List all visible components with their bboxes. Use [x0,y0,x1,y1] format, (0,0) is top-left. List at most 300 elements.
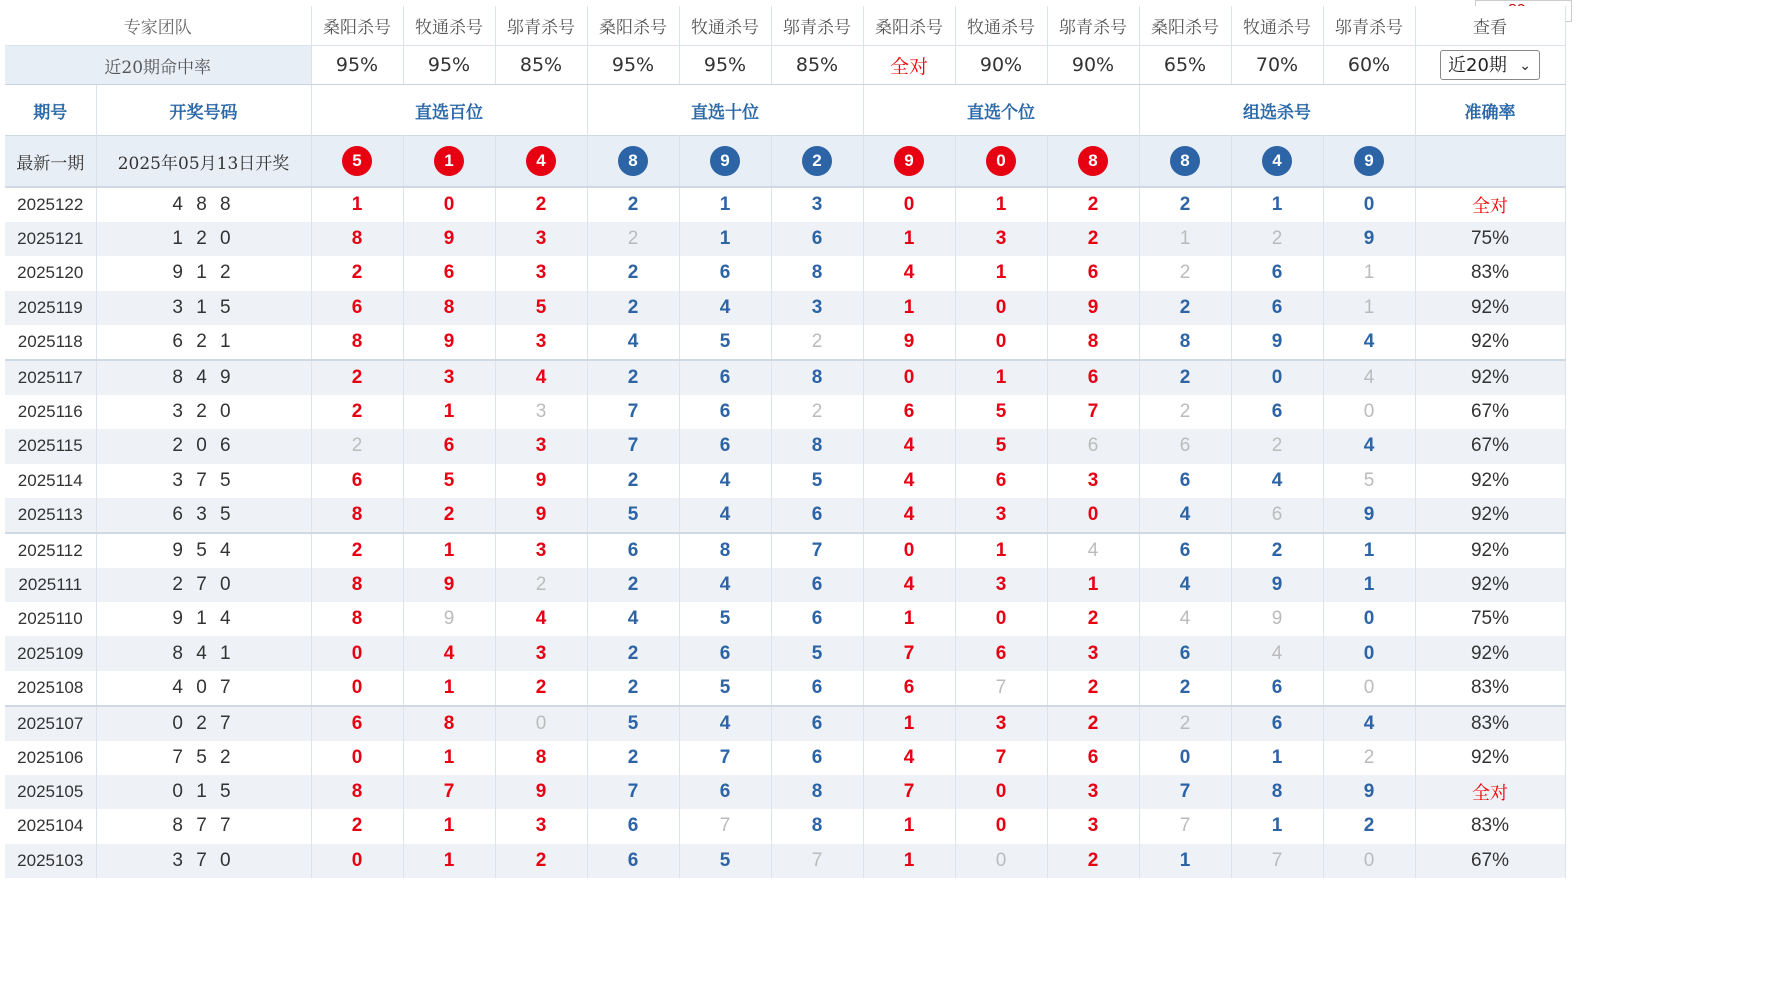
kill-number: 2 [587,741,679,775]
kill-number: 6 [311,706,403,741]
table-row [5,636,1565,670]
kill-number: 2 [1139,395,1231,429]
kill-number: 2 [587,187,679,222]
latest-issue-row [5,136,1565,188]
kill-number: 2 [771,395,863,429]
hit-rate: 全对 [863,46,955,85]
kill-number: 2 [495,671,587,706]
kill-number: 6 [679,360,771,395]
kill-number: 8 [771,809,863,843]
expert-name: 邬青杀号 [495,6,587,46]
kill-number: 2 [587,568,679,602]
table-row [5,187,1565,222]
expert-name: 邬青杀号 [1047,6,1139,46]
kill-number: 1 [403,844,495,878]
number-ball: 9 [1354,146,1384,176]
open-number: 1 2 0 [96,222,311,256]
accuracy-value: 67% [1415,429,1565,463]
kill-number: 0 [955,602,1047,636]
kill-number: 4 [863,568,955,602]
hit-rate: 95% [403,46,495,85]
accuracy-value: 全对 [1415,775,1565,809]
kill-number: 4 [1323,706,1415,741]
table-row [5,395,1565,429]
kill-number: 1 [311,187,403,222]
kill-number: 0 [1323,187,1415,222]
open-number: 9 1 2 [96,256,311,290]
kill-number: 0 [955,809,1047,843]
kill-number: 2 [1047,844,1139,878]
hit-rate: 85% [771,46,863,85]
number-ball: 0 [986,146,1016,176]
kill-number: 9 [495,498,587,533]
kill-number: 9 [403,602,495,636]
kill-number: 6 [771,602,863,636]
kill-number: 7 [1139,775,1231,809]
kill-number: 4 [679,498,771,533]
kill-number: 1 [955,256,1047,290]
number-ball: 4 [1262,146,1292,176]
kill-number: 6 [1231,706,1323,741]
table-row [5,533,1565,568]
kill-number: 1 [403,741,495,775]
kill-number: 2 [403,498,495,533]
kill-number-table-container [5,6,1566,878]
kill-number: 6 [403,256,495,290]
kill-number: 7 [771,844,863,878]
kill-number: 6 [1231,498,1323,533]
open-number: 8 4 9 [96,360,311,395]
period-select[interactable]: 近20期 ⌄ [1440,50,1540,80]
kill-number: 1 [679,222,771,256]
latest-label: 最新一期 [5,136,96,188]
open-number: 3 2 0 [96,395,311,429]
group-header-tens: 直选十位 [587,85,863,136]
kill-number: 5 [495,291,587,325]
expert-name: 桑阳杀号 [587,6,679,46]
open-number: 0 2 7 [96,706,311,741]
expert-name: 邬青杀号 [771,6,863,46]
expert-header-row [5,6,1565,46]
kill-number: 2 [1139,360,1231,395]
period-select-cell [1415,46,1565,85]
kill-number: 6 [679,775,771,809]
kill-number: 0 [1323,671,1415,706]
kill-number: 9 [1231,325,1323,360]
kill-number: 5 [587,706,679,741]
kill-number: 2 [587,222,679,256]
kill-number: 1 [863,706,955,741]
kill-number: 3 [1047,464,1139,498]
kill-number: 5 [679,602,771,636]
kill-number: 6 [1047,360,1139,395]
kill-number: 8 [403,706,495,741]
kill-number: 1 [863,809,955,843]
kill-number: 2 [587,636,679,670]
hit-rate: 95% [587,46,679,85]
kill-number: 4 [1323,325,1415,360]
kill-number: 0 [1323,844,1415,878]
kill-number: 5 [955,429,1047,463]
kill-number: 2 [495,568,587,602]
kill-number: 4 [1139,498,1231,533]
table-row [5,775,1565,809]
kill-number: 2 [1047,706,1139,741]
kill-number: 1 [1047,568,1139,602]
kill-number: 6 [771,741,863,775]
kill-number: 1 [1323,568,1415,602]
kill-number: 2 [587,671,679,706]
accuracy-value: 83% [1415,809,1565,843]
kill-number: 2 [495,844,587,878]
kill-number: 2 [1047,671,1139,706]
kill-number: 8 [311,568,403,602]
kill-number: 0 [1139,741,1231,775]
open-number: 2 7 0 [96,568,311,602]
accuracy-value: 92% [1415,291,1565,325]
kill-number: 2 [495,187,587,222]
kill-number: 6 [1139,464,1231,498]
latest-ball-cell [1231,136,1323,188]
hit-rate: 70% [1231,46,1323,85]
issue-number: 2025103 [5,844,96,878]
kill-number: 5 [679,671,771,706]
kill-number: 6 [403,429,495,463]
kill-number: 1 [1139,844,1231,878]
group-header-hundreds: 直选百位 [311,85,587,136]
kill-number: 3 [955,706,1047,741]
kill-number: 2 [771,325,863,360]
kill-number: 6 [1139,636,1231,670]
open-number: 9 5 4 [96,533,311,568]
table-row [5,498,1565,533]
table-row [5,844,1565,878]
number-ball: 8 [618,146,648,176]
kill-number: 4 [1047,533,1139,568]
kill-number: 7 [955,671,1047,706]
issue-number: 2025122 [5,187,96,222]
kill-number: 8 [679,533,771,568]
kill-number: 3 [771,187,863,222]
kill-number: 4 [863,256,955,290]
kill-number: 9 [403,325,495,360]
kill-number: 8 [1231,775,1323,809]
kill-number: 7 [955,741,1047,775]
kill-number: 8 [311,498,403,533]
kill-number: 2 [1139,256,1231,290]
accuracy-value: 全对 [1415,187,1565,222]
kill-number: 9 [1323,498,1415,533]
kill-number: 5 [771,636,863,670]
kill-number: 8 [403,291,495,325]
kill-number: 6 [587,844,679,878]
expert-name: 桑阳杀号 [311,6,403,46]
number-ball: 9 [894,146,924,176]
expert-name: 桑阳杀号 [863,6,955,46]
kill-number: 1 [955,187,1047,222]
latest-ball-cell [955,136,1047,188]
kill-number: 1 [863,291,955,325]
latest-ball-cell [863,136,955,188]
issue-number: 2025117 [5,360,96,395]
accuracy-value: 92% [1415,464,1565,498]
kill-number: 7 [771,533,863,568]
open-number-column-header: 开奖号码 [96,85,311,136]
open-number: 8 4 1 [96,636,311,670]
kill-number: 7 [1139,809,1231,843]
kill-number: 3 [1047,809,1139,843]
kill-number: 6 [955,464,1047,498]
kill-number: 4 [587,602,679,636]
kill-number: 5 [403,464,495,498]
number-ball: 5 [342,146,372,176]
kill-number: 4 [679,291,771,325]
kill-number: 0 [311,844,403,878]
kill-number: 8 [311,602,403,636]
kill-number: 7 [863,775,955,809]
kill-number: 4 [1323,429,1415,463]
open-number: 3 7 0 [96,844,311,878]
kill-number: 6 [771,222,863,256]
open-number: 7 5 2 [96,741,311,775]
table-row [5,325,1565,360]
kill-number: 1 [1139,222,1231,256]
kill-number: 2 [311,809,403,843]
accuracy-value: 92% [1415,568,1565,602]
kill-number: 3 [955,568,1047,602]
kill-number: 7 [679,809,771,843]
kill-number: 2 [1231,429,1323,463]
issue-number: 2025118 [5,325,96,360]
number-ball: 4 [526,146,556,176]
table-row [5,360,1565,395]
hit-rate-row [5,46,1565,85]
latest-accuracy-cell [1415,136,1565,188]
kill-number: 2 [587,291,679,325]
kill-number: 6 [771,671,863,706]
kill-number: 6 [771,568,863,602]
kill-number: 0 [495,706,587,741]
open-number: 0 1 5 [96,775,311,809]
table-row [5,671,1565,706]
kill-number: 3 [495,222,587,256]
kill-number: 1 [1231,809,1323,843]
latest-ball-cell [771,136,863,188]
kill-number: 9 [403,568,495,602]
kill-number: 4 [1231,464,1323,498]
kill-number: 1 [955,360,1047,395]
kill-number: 4 [587,325,679,360]
table-row [5,602,1565,636]
kill-number: 6 [771,498,863,533]
hit-rate: 65% [1139,46,1231,85]
hit-rate: 90% [1047,46,1139,85]
kill-number: 6 [587,809,679,843]
kill-number: 2 [1139,706,1231,741]
latest-ball-cell [311,136,403,188]
kill-number: 7 [587,775,679,809]
hit-rate: 60% [1323,46,1415,85]
open-number: 6 2 1 [96,325,311,360]
team-label: 专家团队 [5,6,311,46]
kill-number: 0 [311,671,403,706]
kill-number: 4 [1139,602,1231,636]
kill-number: 7 [863,636,955,670]
kill-number: 6 [1139,533,1231,568]
accuracy-value: 83% [1415,706,1565,741]
kill-number: 4 [679,706,771,741]
kill-number: 4 [863,498,955,533]
kill-number: 6 [1231,395,1323,429]
latest-ball-cell [1047,136,1139,188]
number-ball: 9 [710,146,740,176]
kill-number: 5 [679,325,771,360]
accuracy-value: 92% [1415,360,1565,395]
kill-number: 1 [1323,256,1415,290]
hit-rate: 85% [495,46,587,85]
table-row [5,741,1565,775]
kill-number: 1 [403,671,495,706]
kill-number: 2 [1139,187,1231,222]
open-number: 4 8 8 [96,187,311,222]
kill-number: 6 [955,636,1047,670]
kill-number: 8 [771,256,863,290]
kill-number: 2 [1323,741,1415,775]
table-row [5,706,1565,741]
kill-number: 7 [1047,395,1139,429]
kill-number: 0 [863,360,955,395]
kill-number: 6 [679,429,771,463]
number-ball: 2 [802,146,832,176]
issue-number: 2025121 [5,222,96,256]
kill-number: 6 [1047,429,1139,463]
kill-number: 9 [1231,568,1323,602]
expert-name: 牧通杀号 [1231,6,1323,46]
kill-number: 1 [1323,291,1415,325]
kill-number: 3 [495,395,587,429]
kill-number: 5 [771,464,863,498]
table-row [5,568,1565,602]
kill-number: 9 [495,464,587,498]
kill-number: 1 [863,602,955,636]
kill-number: 8 [771,360,863,395]
kill-number: 3 [495,636,587,670]
kill-number: 3 [1047,636,1139,670]
issue-number: 2025116 [5,395,96,429]
kill-number: 0 [311,741,403,775]
kill-number: 9 [1323,775,1415,809]
open-number: 8 7 7 [96,809,311,843]
open-number: 3 1 5 [96,291,311,325]
latest-ball-cell [587,136,679,188]
accuracy-value: 92% [1415,636,1565,670]
kill-number: 4 [1231,636,1323,670]
issue-number: 2025120 [5,256,96,290]
latest-ball-cell [679,136,771,188]
kill-number: 6 [1231,671,1323,706]
issue-number: 2025104 [5,809,96,843]
kill-number: 9 [495,775,587,809]
kill-number: 6 [1231,256,1323,290]
kill-number: 4 [863,464,955,498]
accuracy-value: 75% [1415,222,1565,256]
issue-number: 2025115 [5,429,96,463]
table-row [5,291,1565,325]
kill-number: 7 [1231,844,1323,878]
kill-number: 1 [863,844,955,878]
kill-number: 8 [311,325,403,360]
hit-rate: 95% [679,46,771,85]
kill-number: 0 [403,187,495,222]
open-number: 2 0 6 [96,429,311,463]
kill-number: 9 [863,325,955,360]
kill-number: 2 [1047,602,1139,636]
number-ball: 1 [434,146,464,176]
kill-number: 0 [955,775,1047,809]
issue-number: 2025114 [5,464,96,498]
kill-number: 6 [679,256,771,290]
kill-number: 0 [863,187,955,222]
kill-number: 1 [1323,533,1415,568]
kill-number: 4 [495,360,587,395]
kill-number: 2 [1323,809,1415,843]
kill-number: 1 [403,395,495,429]
kill-number: 2 [587,464,679,498]
kill-number: 3 [955,222,1047,256]
kill-number: 2 [1047,187,1139,222]
latest-date: 2025年05月13日开奖 [96,136,311,188]
kill-number: 2 [587,256,679,290]
group-header-group-kill: 组选杀号 [1139,85,1415,136]
expert-name: 牧通杀号 [679,6,771,46]
kill-number: 6 [679,395,771,429]
number-ball: 8 [1078,146,1108,176]
kill-number: 1 [955,533,1047,568]
group-header-units: 直选个位 [863,85,1139,136]
kill-number: 7 [587,429,679,463]
kill-number: 4 [863,429,955,463]
kill-number: 3 [1047,775,1139,809]
kill-number: 2 [1231,222,1323,256]
accuracy-value: 67% [1415,844,1565,878]
accuracy-value: 67% [1415,395,1565,429]
kill-number: 2 [587,360,679,395]
kill-number: 2 [1047,222,1139,256]
kill-number: 6 [311,291,403,325]
accuracy-value: 75% [1415,602,1565,636]
kill-number: 6 [679,636,771,670]
kill-number: 3 [495,256,587,290]
issue-number: 2025107 [5,706,96,741]
kill-number: 3 [771,291,863,325]
kill-number-table [5,6,1566,878]
kill-number: 2 [311,360,403,395]
kill-number: 3 [403,360,495,395]
kill-number: 0 [955,325,1047,360]
kill-number: 6 [1047,741,1139,775]
kill-number: 3 [955,498,1047,533]
open-number: 4 0 7 [96,671,311,706]
latest-ball-cell [1139,136,1231,188]
kill-number: 0 [1323,636,1415,670]
latest-ball-cell [1323,136,1415,188]
accuracy-value: 83% [1415,671,1565,706]
kill-number: 6 [863,395,955,429]
kill-number: 7 [403,775,495,809]
column-group-header-row [5,85,1565,136]
expert-name: 牧通杀号 [403,6,495,46]
kill-number: 5 [1323,464,1415,498]
